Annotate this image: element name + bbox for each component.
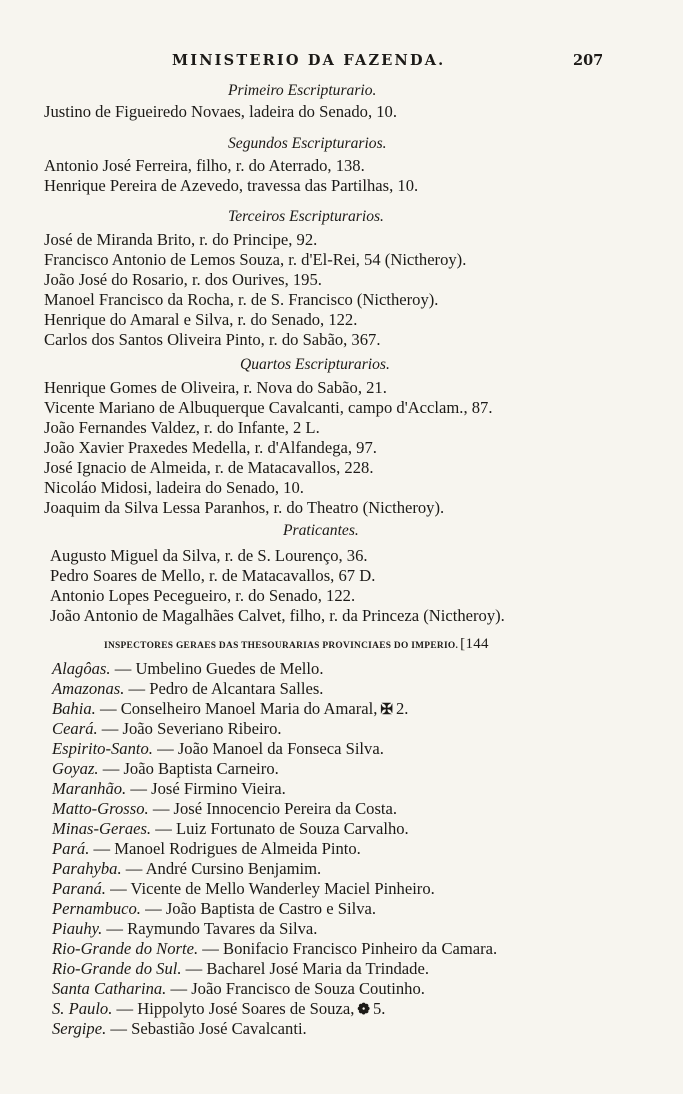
list-item (52, 739, 384, 759)
list-item: Joaquim da Silva Lessa Paranhos, r. do Theatro (Nictheroy). (44, 498, 445, 517)
list-item (52, 759, 279, 779)
list-item: Henrique Pereira de Azevedo, travessa das Partilhas, 10. (44, 176, 419, 195)
province-name: Sergipe. (52, 1019, 107, 1038)
list-item: João José do Rosario, r. dos Ourives, 195. (44, 270, 322, 289)
province-name: Maranhão. (52, 779, 127, 798)
inspector-name: — Bonifacio Francisco Pinheiro da Camara. (202, 939, 498, 958)
province-name: Matto-Grosso. (52, 799, 149, 818)
list-item: Nicoláo Midosi, ladeira do Senado, 10. (44, 478, 304, 497)
list-item: Justino de Figueiredo Novaes, ladeira do Senado, 10. (44, 102, 398, 121)
section-heading-text: INSPECTORES GERAES DAS THESOURARIAS PROVINCIAES DO IMPERIO. (104, 641, 459, 651)
list-item: Antonio José Ferreira, filho, r. do Aterrado, 138. (44, 156, 365, 175)
inspector-name: — Pedro de Alcantara Salles. (128, 679, 324, 698)
section-heading (104, 634, 489, 656)
inspector-name: — Umbelino Guedes de Mello. (114, 659, 324, 678)
province-name: Rio-Grande do Norte. (52, 939, 199, 958)
list-item: Antonio Lopes Pecegueiro, r. do Senado, 122. (50, 586, 356, 605)
list-item: Vicente Mariano de Albuquerque Cavalcanti, campo d'Acclam., 87. (44, 398, 493, 417)
list-item (52, 699, 408, 720)
ministry-title: MINISTERIO DA FAZENDA. (172, 52, 446, 69)
list-item (52, 879, 435, 899)
group-heading: Segundos Escripturarios. (228, 135, 387, 152)
list-item (52, 979, 425, 999)
inspector-name: — Conselheiro Manoel Maria do Amaral, (99, 699, 378, 718)
inspector-name: — Manoel Rodrigues de Almeida Pinto. (93, 839, 361, 858)
section-ref: [144 (460, 636, 489, 652)
inspector-name: — Luiz Fortunato de Souza Carvalho. (155, 819, 409, 838)
province-name: Parahyba. (52, 859, 122, 878)
inspector-name: — João Baptista de Castro e Silva. (145, 899, 377, 918)
inspector-name: — José Innocencio Pereira da Costa. (152, 799, 398, 818)
list-item (52, 939, 497, 959)
inspector-name: — João Francisco de Souza Coutinho. (170, 979, 425, 998)
list-item (52, 999, 385, 1020)
province-name: Espirito-Santo. (52, 739, 153, 758)
province-name: Piauhy. (52, 919, 103, 938)
cross-decoration-icon: ✠ (380, 702, 393, 718)
inspector-name: — Raymundo Tavares da Silva. (106, 919, 318, 938)
list-item (52, 859, 321, 879)
list-item (52, 919, 317, 939)
list-item (52, 799, 397, 819)
inspector-name: — André Cursino Benjamim. (125, 859, 322, 878)
list-item: José Ignacio de Almeida, r. de Matacavallos, 228. (44, 458, 374, 477)
province-name: Goyaz. (52, 759, 99, 778)
group-heading: Praticantes. (283, 522, 359, 539)
inspector-name: — João Manoel da Fonseca Silva. (157, 739, 384, 758)
list-item: João Fernandes Valdez, r. do Infante, 2 L. (44, 418, 320, 437)
province-name: S. Paulo. (52, 999, 113, 1018)
decoration-grade: 2. (395, 699, 409, 718)
province-name: Alagôas. (52, 659, 111, 678)
inspector-name: — Hippolyto José Soares de Souza, (116, 999, 355, 1018)
list-item (52, 819, 409, 839)
list-item: Pedro Soares de Mello, r. de Matacavallos, 67 D. (50, 566, 376, 585)
list-item: Augusto Miguel da Silva, r. de S. Lourenço, 36. (50, 546, 368, 565)
province-name: Pernambuco. (52, 899, 141, 918)
list-item: Manoel Francisco da Rocha, r. de S. Francisco (Nictheroy). (44, 290, 439, 309)
province-name: Paraná. (52, 879, 106, 898)
province-name: Bahia. (52, 699, 96, 718)
province-name: Ceará. (52, 719, 98, 738)
list-item: João Antonio de Magalhães Calvet, filho, r. da Princeza (Nictheroy). (50, 606, 505, 625)
list-item (52, 839, 361, 859)
province-name: Santa Catharina. (52, 979, 167, 998)
list-item (52, 779, 286, 799)
province-name: Minas-Geraes. (52, 819, 152, 838)
list-item (52, 719, 282, 739)
list-item: Francisco Antonio de Lemos Souza, r. d'El-Rei, 54 (Nictheroy). (44, 250, 467, 269)
list-item (52, 679, 323, 699)
province-name: Pará. (52, 839, 90, 858)
list-item: Carlos dos Santos Oliveira Pinto, r. do Sabão, 367. (44, 330, 381, 349)
list-item: José de Miranda Brito, r. do Principe, 92. (44, 230, 318, 249)
list-item (52, 659, 323, 679)
group-heading: Quartos Escripturarios. (240, 356, 390, 373)
decoration-grade: 5. (372, 999, 386, 1018)
inspector-name: — João Severiano Ribeiro. (101, 719, 282, 738)
group-heading: Terceiros Escripturarios. (228, 208, 384, 225)
province-name: Rio-Grande do Sul. (52, 959, 182, 978)
list-item (52, 899, 376, 919)
list-item: João Xavier Praxedes Medella, r. d'Alfandega, 97. (44, 438, 377, 457)
page-number: 207 (573, 52, 604, 69)
inspector-name: — Bacharel José Maria da Trindade. (185, 959, 429, 978)
province-name: Amazonas. (52, 679, 125, 698)
running-header (0, 52, 683, 72)
inspector-name: — Vicente de Mello Wanderley Maciel Pinheiro. (110, 879, 435, 898)
group-heading: Primeiro Escripturario. (228, 82, 377, 99)
list-item (52, 1019, 307, 1039)
inspector-name: — João Baptista Carneiro. (102, 759, 279, 778)
inspector-name: — Sebastião José Cavalcanti. (110, 1019, 307, 1038)
inspector-name: — José Firmino Vieira. (130, 779, 286, 798)
list-item (52, 959, 429, 979)
list-item: Henrique Gomes de Oliveira, r. Nova do Sabão, 21. (44, 378, 387, 397)
list-item: Henrique do Amaral e Silva, r. do Senado, 122. (44, 310, 358, 329)
rose-decoration-icon: ❁ (357, 1002, 370, 1018)
